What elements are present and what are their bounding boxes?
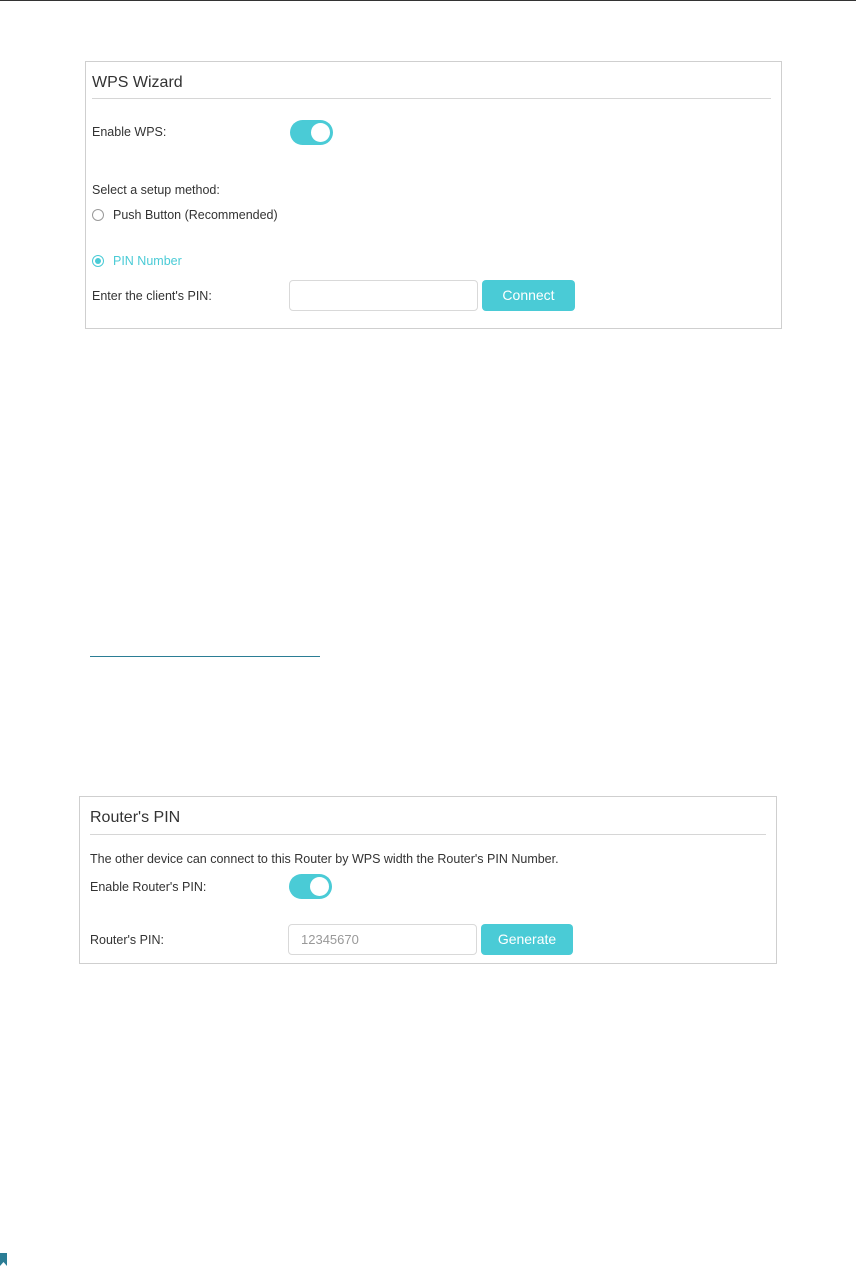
routers-pin-label: Router's PIN:: [90, 933, 164, 947]
routers-pin-description: The other device can connect to this Router by WPS width the Router's PIN Number.: [90, 852, 559, 866]
routers-pin-panel: [79, 796, 777, 964]
enable-wps-toggle-knob: [311, 123, 330, 142]
wps-wizard-panel: [85, 61, 782, 329]
generate-button[interactable]: Generate: [481, 924, 573, 955]
enable-routers-pin-label: Enable Router's PIN:: [90, 880, 207, 894]
push-button-radio[interactable]: [92, 209, 104, 221]
enable-wps-toggle[interactable]: [290, 120, 333, 145]
connect-button[interactable]: Connect: [482, 280, 575, 311]
pin-number-radio-dot: [95, 258, 101, 264]
bookmark-icon: [0, 1253, 7, 1266]
setup-method-label: Select a setup method:: [92, 183, 220, 197]
routers-pin-divider: [90, 834, 766, 835]
wps-wizard-title: WPS Wizard: [92, 74, 183, 91]
enable-wps-label: Enable WPS:: [92, 125, 167, 139]
link-underline: [90, 656, 320, 657]
enable-routers-pin-toggle-knob: [310, 877, 329, 896]
client-pin-label: Enter the client's PIN:: [92, 289, 212, 303]
push-button-label[interactable]: Push Button (Recommended): [113, 208, 278, 222]
wps-wizard-divider: [92, 98, 771, 99]
pin-number-radio[interactable]: [92, 255, 104, 267]
enable-routers-pin-toggle[interactable]: [289, 874, 332, 899]
pin-number-label[interactable]: PIN Number: [113, 254, 182, 268]
routers-pin-input[interactable]: [288, 924, 477, 955]
page-top-rule: [0, 0, 856, 1]
routers-pin-title: Router's PIN: [90, 809, 181, 826]
client-pin-input[interactable]: [289, 280, 478, 311]
